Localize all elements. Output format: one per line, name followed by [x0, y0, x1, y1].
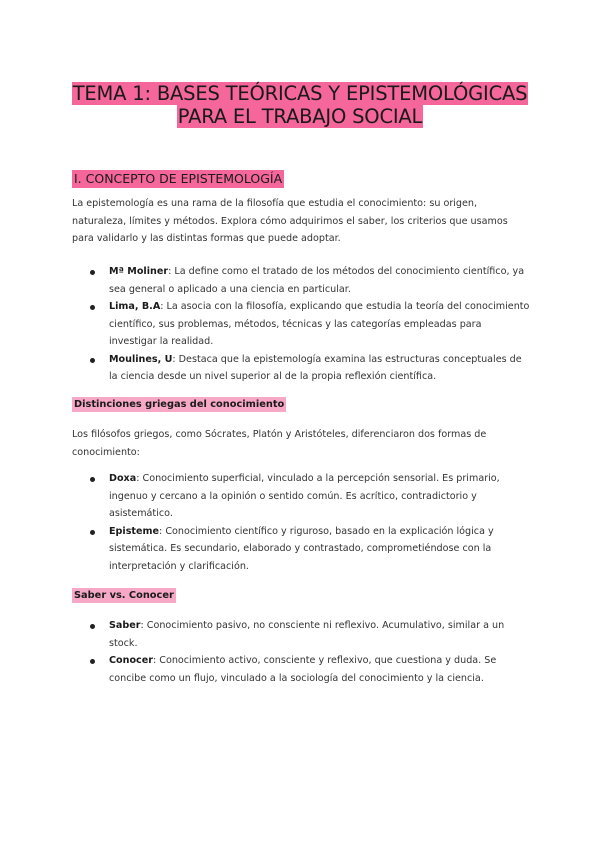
page-title [0, 82, 600, 128]
section-heading-epistemologia: I. CONCEPTO DE EPISTEMOLOGÍA [74, 171, 283, 186]
bullet-icon [90, 659, 95, 664]
greek-intro-paragraph: Los filósofos griegos, como Sócrates, Platón y Aristóteles, diferenciaron dos formas de conocimiento: [72, 429, 487, 458]
title-line-1: TEMA 1: BASES TEÓRICAS Y EPISTEMOLÓGICAS [72, 82, 528, 105]
definitions-list [90, 263, 530, 386]
bullet-icon [90, 358, 95, 363]
list-item: Conocer: Conocimiento activo, consciente y reflexivo, que cuestiona y duda. Se concibe como un flujo, vinculado a la sociología del conocimiento y la ciencia. [90, 652, 530, 687]
subheading-distinciones: Distinciones griegas del conocimiento [74, 399, 285, 410]
list-item: Doxa: Conocimiento superficial, vinculado a la percepción sensorial. Es primario, ingenuo y cercano a la opinión o sentido común. Es acrítico, contradictorio y asistemático. [90, 470, 530, 523]
bullet-icon [90, 624, 95, 629]
greek-knowledge-list [90, 470, 530, 575]
saber-conocer-list [90, 617, 530, 687]
list-item: Lima, B.A: La asocia con la filosofía, explicando que estudia la teoría del conocimiento científico, sus problemas, métodos, técnicas y las categorías empleadas para investigar la realidad. [90, 298, 530, 351]
list-item: Saber: Conocimiento pasivo, no consciente ni reflexivo. Acumulativo, similar a un stock. [90, 617, 530, 652]
bullet-icon [90, 530, 95, 535]
list-item: Episteme: Conocimiento científico y riguroso, basado en la explicación lógica y sistemática. Es secundario, elaborado y contrastado, comprometiéndose con la interpretación y clarificación. [90, 523, 530, 576]
bullet-icon [90, 270, 95, 275]
list-item: Mª Moliner: La define como el tratado de los métodos del conocimiento científico, ya sea general o aplicado a una ciencia en particular. [90, 263, 530, 298]
bullet-icon [90, 305, 95, 310]
list-item: Moulines, U: Destaca que la epistemología examina las estructuras conceptuales de la ciencia desde un nivel superior al de la propia reflexión científica. [90, 351, 530, 386]
intro-paragraph: La epistemología es una rama de la filosofía que estudia el conocimiento: su origen, naturaleza, límites y métodos. Explora cómo adquirimos el saber, los criterios que usamos para validarlo y las distintas formas que puede adoptar. [72, 198, 508, 244]
subheading-saber-conocer: Saber vs. Conocer [74, 590, 174, 601]
bullet-icon [90, 477, 95, 482]
title-line-2: PARA EL TRABAJO SOCIAL [177, 105, 423, 128]
